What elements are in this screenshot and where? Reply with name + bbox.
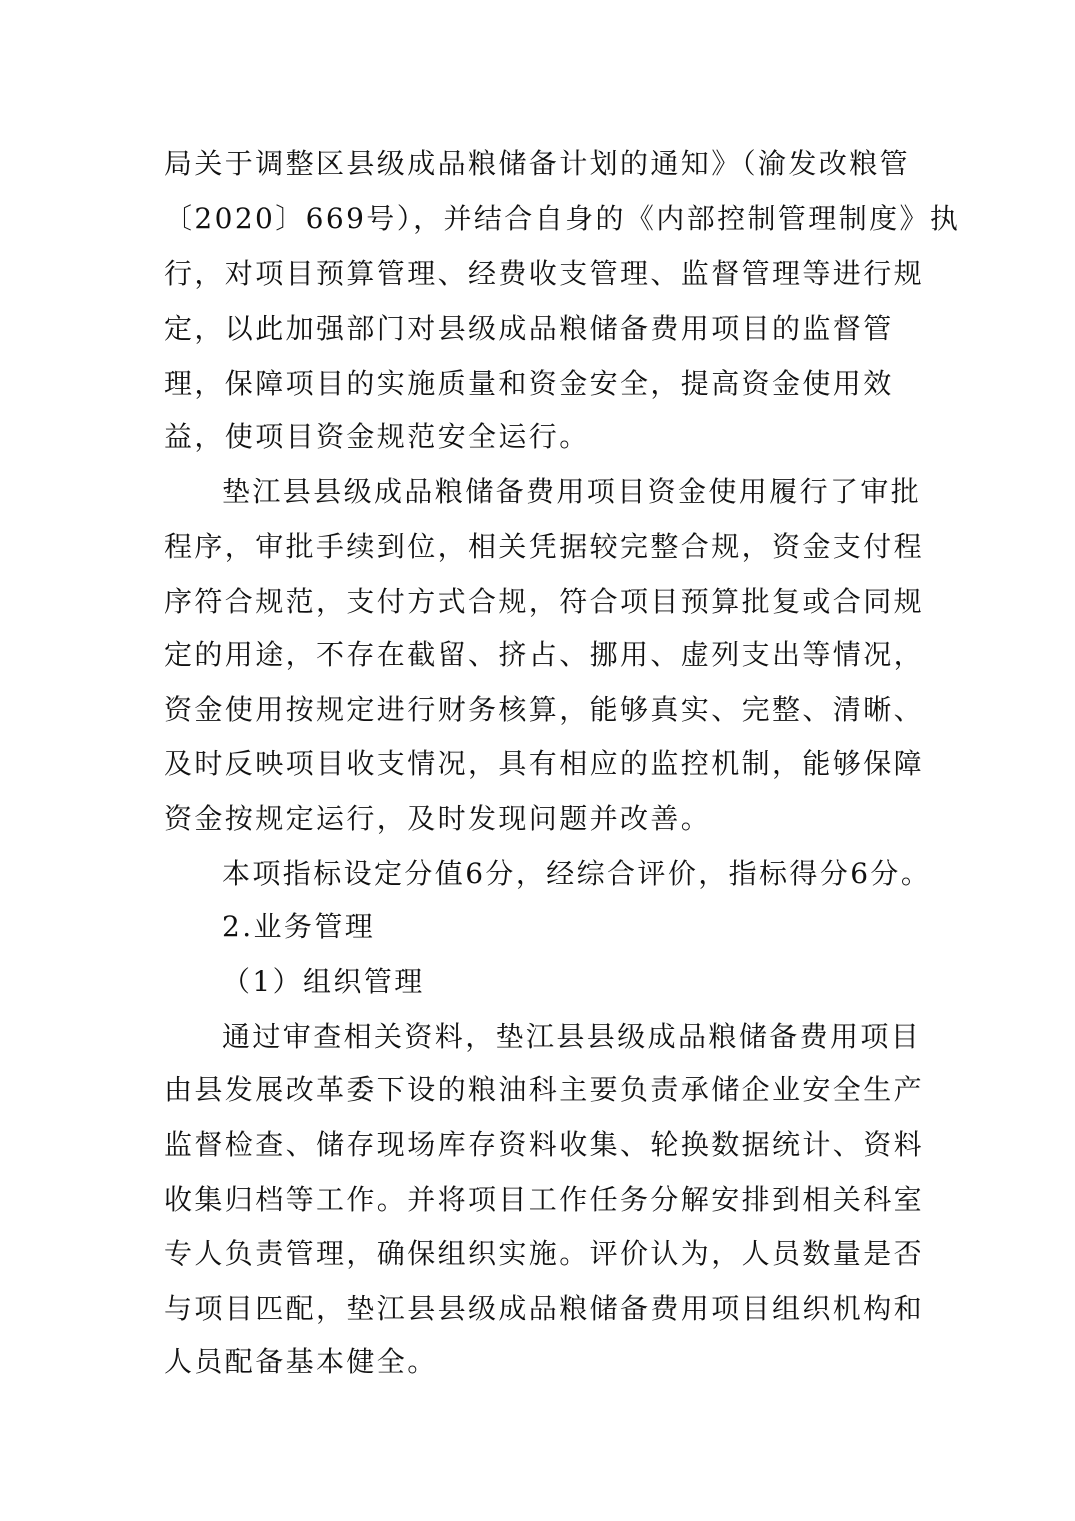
subsection-heading: （1）组织管理 — [222, 965, 425, 998]
paragraph-line: 垫江县县级成品粮储备费用项目资金使用履行了审批 — [222, 475, 922, 508]
paragraph-line: 定，以此加强部门对县级成品粮储备费用项目的监督管 — [164, 312, 894, 345]
paragraph-line: 益，使项目资金规范安全运行。 — [164, 420, 590, 453]
paragraph-line: 通过审查相关资料，垫江县县级成品粮储备费用项目 — [222, 1020, 922, 1053]
paragraph-line: 行，对项目预算管理、经费收支管理、监督管理等进行规 — [164, 257, 925, 290]
paragraph-line: 人员配备基本健全。 — [164, 1345, 438, 1378]
paragraph-line: 局关于调整区县级成品粮储备计划的通知》（渝发改粮管 — [164, 147, 911, 180]
paragraph-line: 定的用途，不存在截留、挤占、挪用、虚列支出等情况， — [164, 638, 925, 671]
paragraph-line: 资金按规定运行，及时发现问题并改善。 — [164, 802, 712, 835]
paragraph-line: 专人负责管理，确保组织实施。评价认为，人员数量是否 — [164, 1237, 925, 1270]
paragraph-line: 序符合规范，支付方式合规，符合项目预算批复或合同规 — [164, 585, 925, 618]
score-line: 本项指标设定分值6分，经综合评价，指标得分6分。 — [222, 857, 932, 890]
paragraph-line: 及时反映项目收支情况，具有相应的监控机制，能够保障 — [164, 747, 925, 780]
paragraph-line: 监督检查、储存现场库存资料收集、轮换数据统计、资料 — [164, 1128, 925, 1161]
paragraph-line: 程序，审批手续到位，相关凭据较完整合规，资金支付程 — [164, 530, 925, 563]
section-heading: 2.业务管理 — [222, 910, 376, 943]
paragraph-line: 由县发展改革委下设的粮油科主要负责承储企业安全生产 — [164, 1073, 925, 1106]
paragraph-line: 资金使用按规定进行财务核算，能够真实、完整、清晰、 — [164, 693, 925, 726]
paragraph-line: 〔2020〕669号），并结合自身的《内部控制管理制度》执 — [164, 202, 961, 235]
paragraph-line: 收集归档等工作。并将项目工作任务分解安排到相关科室 — [164, 1183, 925, 1216]
paragraph-line: 理，保障项目的实施质量和资金安全，提高资金使用效 — [164, 367, 894, 400]
paragraph-line: 与项目匹配，垫江县县级成品粮储备费用项目组织机构和 — [164, 1292, 925, 1325]
